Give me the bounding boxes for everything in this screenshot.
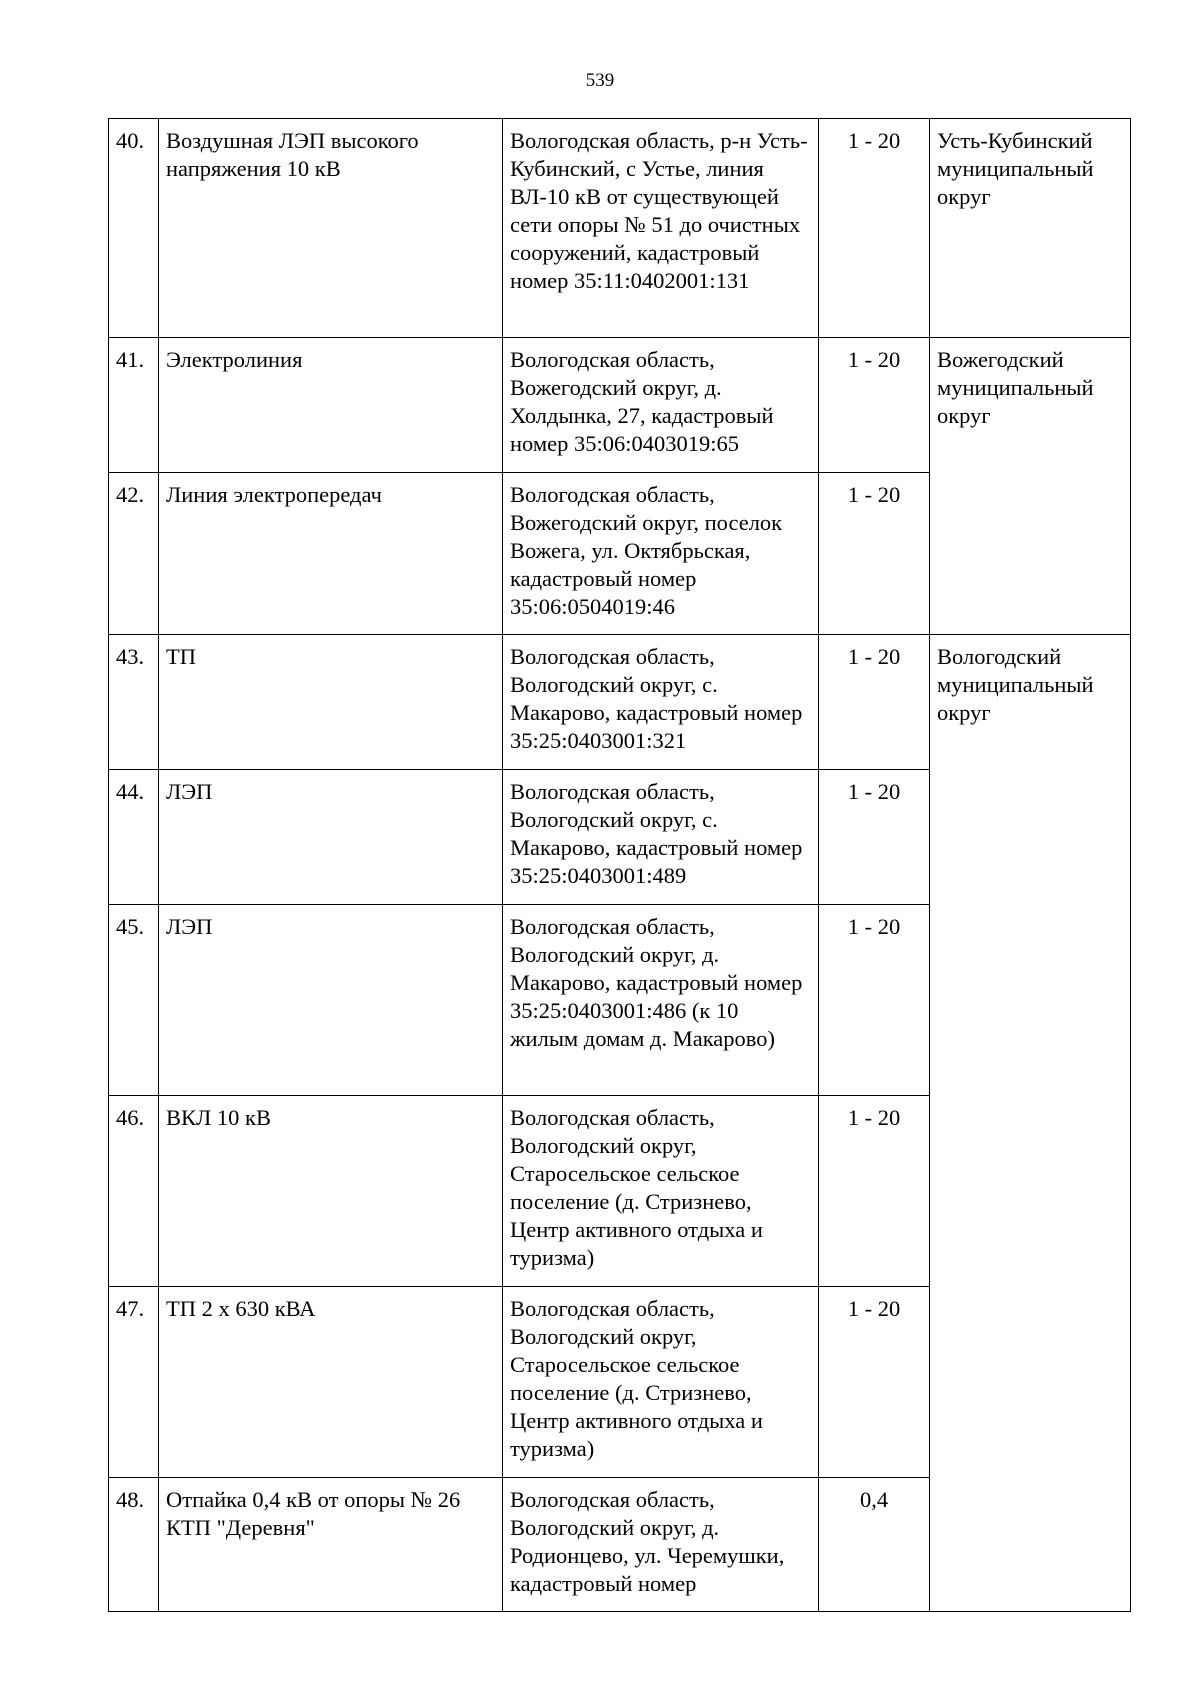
- object-location: Вологодская область, Вожегодский округ, поселок Вожега, ул. Октябрьская, кадастровый номер 35:06:0504019:46: [503, 473, 819, 635]
- row-number: 46.: [109, 1096, 159, 1287]
- object-location: Вологодская область, Вологодский округ, Старосельское сельское поселение (д. Стризнево, Центр активного отдыха и туризма): [503, 1096, 819, 1287]
- table-row: [109, 119, 1131, 338]
- object-location: Вологодская область, Вологодский округ, с. Макарово, кадастровый номер 35:25:0403001:321: [503, 635, 819, 770]
- object-value: 1 - 20: [819, 119, 930, 338]
- page-number: 539: [585, 70, 615, 91]
- object-name: Воздушная ЛЭП высокого напряжения 10 кВ: [159, 119, 503, 338]
- object-name: ТП: [159, 635, 503, 770]
- object-location: Вологодская область, Вологодский округ, д. Родионцево, ул. Черемушки, кадастровый номер: [503, 1478, 819, 1612]
- object-name: Электролиния: [159, 338, 503, 473]
- object-value: 0,4: [819, 1478, 930, 1612]
- object-location: Вологодская область, Вологодский округ, Старосельское сельское поселение (д. Стризнево, Центр активного отдыха и туризма): [503, 1287, 819, 1478]
- object-location: Вологодская область, Вожегодский округ, д. Холдынка, 27, кадастровый номер 35:06:0403019:65: [503, 338, 819, 473]
- district-cell: Вожегодский муниципальный округ: [930, 338, 1131, 635]
- object-name: ЛЭП: [159, 905, 503, 1096]
- object-name: ВКЛ 10 кВ: [159, 1096, 503, 1287]
- district-cell: Усть-Кубинский муниципальный округ: [930, 119, 1131, 338]
- object-name: ТП 2 х 630 кВА: [159, 1287, 503, 1478]
- registry-table: [108, 118, 1131, 1612]
- object-value: 1 - 20: [819, 1096, 930, 1287]
- row-number: 43.: [109, 635, 159, 770]
- district-cell: Вологодский муниципальный округ: [930, 635, 1131, 1612]
- object-name: Отпайка 0,4 кВ от опоры № 26 КТП "Деревня": [159, 1478, 503, 1612]
- row-number: 40.: [109, 119, 159, 338]
- object-value: 1 - 20: [819, 635, 930, 770]
- object-value: 1 - 20: [819, 770, 930, 905]
- row-number: 48.: [109, 1478, 159, 1612]
- row-number: 44.: [109, 770, 159, 905]
- row-number: 45.: [109, 905, 159, 1096]
- object-value: 1 - 20: [819, 338, 930, 473]
- row-number: 42.: [109, 473, 159, 635]
- object-name: ЛЭП: [159, 770, 503, 905]
- table-row: [109, 338, 1131, 473]
- object-value: 1 - 20: [819, 905, 930, 1096]
- row-number: 41.: [109, 338, 159, 473]
- object-location: Вологодская область, Вологодский округ, д. Макарово, кадастровый номер 35:25:0403001:486 (к 10 жилым домам д. Макарово): [503, 905, 819, 1096]
- row-number: 47.: [109, 1287, 159, 1478]
- object-value: 1 - 20: [819, 473, 930, 635]
- object-location: Вологодская область, р-н Усть-Кубинский, с Устье, линия ВЛ-10 кВ от существующей сети опоры № 51 до очистных сооружений, кадастровый номер 35:11:0402001:131: [503, 119, 819, 338]
- object-location: Вологодская область, Вологодский округ, с. Макарово, кадастровый номер 35:25:0403001:489: [503, 770, 819, 905]
- object-name: Линия электропередач: [159, 473, 503, 635]
- object-value: 1 - 20: [819, 1287, 930, 1478]
- table-row: [109, 635, 1131, 770]
